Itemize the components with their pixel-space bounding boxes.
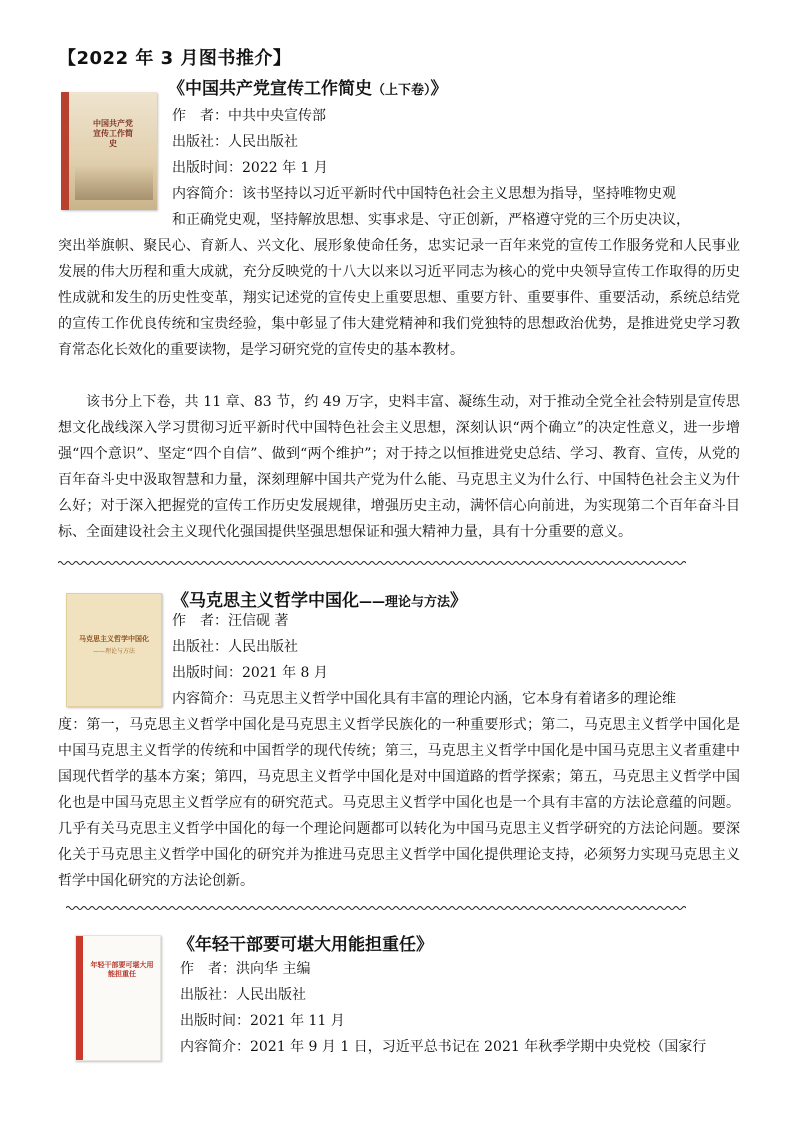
book-intro-line1-3: 内容简介：2021 年 9 月 1 日，习近平总书记在 2021 年秋季学期中央党校（国家行	[180, 1039, 707, 1055]
book-cover-2	[66, 593, 162, 707]
book-title-sub: ——理论与方法	[359, 595, 451, 610]
wavy-divider-1	[58, 560, 686, 566]
book-title-3: 《年轻干部要可堪大用能担重任》	[178, 935, 433, 955]
book-title-main: 《马克思主义哲学中国化	[172, 591, 359, 611]
cover-title: 年轻干部要可堪大用能担重任	[90, 960, 154, 978]
cover-spine	[76, 936, 83, 1060]
cover-illustration	[75, 166, 153, 200]
book-title-end: 》	[450, 591, 468, 611]
book-intro-body-1: 突出举旗帜、聚民心、育新人、兴文化、展形象使命任务，忠实记录一百年来党的宣传工作服务党和人民事业发展的伟大历程和重大成就，充分反映党的十八大以来以习近平同志为核心的党中央领导宣传工作取得的历史性成就和发生的历史性变革，翔实记述党的宣传史上重要思想、重要方针、重要事件、重要活动，系统总结党的宣传工作优良传统和宝贵经验，集中彰显了伟大建党精神和我们党独特的思想政治优势，是推进党史学习教育常态化长效化的重要读物，是学习研究党的宣传史的基本教材。	[58, 238, 740, 358]
book-publisher-1: 出版社：人民出版社	[172, 134, 298, 150]
book-intro-line2-1: 和正确党史观，坚持解放思想、实事求是、守正创新，严格遵守党的三个历史决议，	[172, 212, 690, 228]
book-date-3: 出版时间：2021 年 11 月	[180, 1013, 345, 1029]
book-author-3: 作 者：洪向华 主编	[180, 961, 311, 977]
book-publisher-3: 出版社：人民出版社	[180, 987, 306, 1003]
book-title-sub: （上下卷）	[372, 83, 431, 98]
cover-spine	[61, 92, 69, 210]
book-cover-1	[61, 92, 157, 210]
book-intro-body-2: 度：第一，马克思主义哲学中国化是马克思主义哲学民族化的一种重要形式；第二，马克思主义哲学中国化是中国马克思主义哲学的传统和中国哲学的现代传统；第三，马克思主义哲学中国化是中国马克思主义者重建中国现代哲学的基本方案；第四，马克思主义哲学中国化是对中国道路的哲学探索；第五，马克思主义哲学中国化也是中国马克思主义哲学应有的研究范式。马克思主义哲学中国化也是一个具有丰富的方法论意蕴的问题。几乎有关马克思主义哲学中国化的每一个理论问题都可以转化为中国马克思主义哲学研究的方法论问题。要深化关于马克思主义哲学中国化的研究并为推进马克思主义哲学中国化提供理论支持，必须努力实现马克思主义哲学中国化研究的方法论创新。	[58, 717, 740, 889]
book-intro-line1-2: 内容简介：马克思主义哲学中国化具有丰富的理论内涵，它本身有着诸多的理论维	[172, 691, 676, 707]
book-title-main: 《中国共产党宣传工作简史	[168, 79, 372, 99]
book-author-1: 作 者：中共中央宣传部	[172, 108, 326, 124]
cover-title: 中国共产党宣传工作简史	[93, 118, 133, 148]
book-date-2: 出版时间：2021 年 8 月	[172, 665, 328, 681]
cover-subtitle: ——理论与方法	[92, 648, 135, 655]
book-date-1: 出版时间：2022 年 1 月	[172, 160, 328, 176]
book-intro-line1-1: 内容简介：该书坚持以习近平新时代中国特色社会主义思想为指导，坚持唯物史观	[172, 186, 676, 202]
book-intro-para2-1: 该书分上下卷，共 11 章、83 节，约 49 万字，史料丰富、凝练生动，对于推动全党全社会特别是宣传思想文化战线深入学习贯彻习近平新时代中国特色社会主义思想，深刻认识“两个确立”的决定性意义，进一步增强“四个意识”、坚定“四个自信”、做到“两个维护”；对于持之以恒推进党史总结、学习、教育、宣传，从党的百年奋斗史中汲取智慧和力量，深刻理解中国共产党为什么能、马克思主义为什么行、中国特色社会主义为什么好；对于深入把握党的宣传工作历史发展规律，增强历史主动，满怀信心向前进，为实现第二个百年奋斗目标、全面建设社会主义现代化强国提供坚强思想保证和强大精神力量，具有十分重要的意义。	[58, 394, 740, 540]
page-title: 【2022 年 3 月图书推介】	[58, 48, 292, 69]
book-cover-3	[75, 935, 161, 1061]
book-title-end: 》	[430, 79, 448, 99]
cover-title: 马克思主义哲学中国化	[79, 634, 149, 643]
book-author-2: 作 者：汪信砚 著	[172, 613, 289, 629]
book-publisher-2: 出版社：人民出版社	[172, 639, 298, 655]
book-title-1	[168, 74, 448, 99]
wavy-divider-2	[66, 905, 686, 911]
